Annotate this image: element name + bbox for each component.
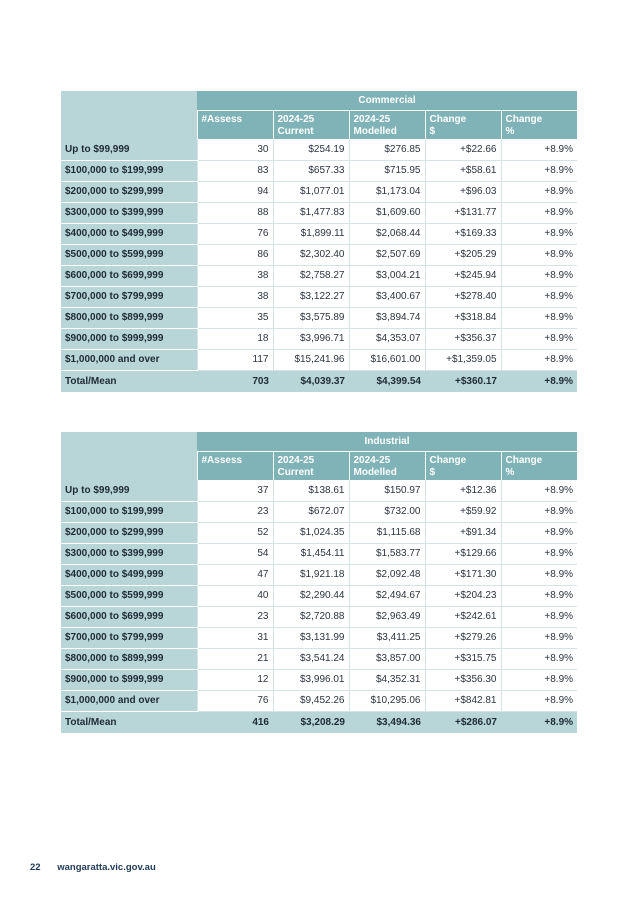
- band-label: Up to $99,999: [61, 480, 197, 501]
- modelled-rate: $3,894.74: [349, 307, 425, 328]
- column-header-current: 2024-25 Current: [273, 451, 349, 480]
- band-label: $900,000 to $999,999: [61, 669, 197, 690]
- change-amount: +$356.37: [425, 328, 501, 349]
- total-label: Total/Mean: [61, 711, 197, 733]
- current-rate: $2,720.88: [273, 606, 349, 627]
- change-amount: +$131.77: [425, 202, 501, 223]
- current-rate: $3,541.24: [273, 648, 349, 669]
- assess-count: 86: [197, 244, 273, 265]
- modelled-rate: $1,609.60: [349, 202, 425, 223]
- change-percent: +8.9%: [501, 501, 577, 522]
- column-header-change-percent: Change %: [501, 451, 577, 480]
- assess-count: 76: [197, 690, 273, 711]
- band-label: $600,000 to $699,999: [61, 606, 197, 627]
- assess-count: 40: [197, 585, 273, 606]
- assess-count: 52: [197, 522, 273, 543]
- column-header-band: [61, 451, 197, 480]
- total-change-amount: +$360.17: [425, 370, 501, 392]
- current-rate: $3,996.01: [273, 669, 349, 690]
- band-label: $500,000 to $599,999: [61, 244, 197, 265]
- assess-count: 38: [197, 265, 273, 286]
- band-label: $800,000 to $899,999: [61, 307, 197, 328]
- column-header-modelled: 2024-25 Modelled: [349, 451, 425, 480]
- column-header-assess: #Assess: [197, 110, 273, 139]
- modelled-rate: $715.95: [349, 160, 425, 181]
- assess-count: 12: [197, 669, 273, 690]
- change-percent: +8.9%: [501, 627, 577, 648]
- assess-count: 76: [197, 223, 273, 244]
- table-title: Industrial: [197, 432, 577, 451]
- modelled-rate: $1,173.04: [349, 181, 425, 202]
- modelled-rate: $732.00: [349, 501, 425, 522]
- modelled-rate: $2,494.67: [349, 585, 425, 606]
- modelled-rate: $3,857.00: [349, 648, 425, 669]
- current-rate: $2,290.44: [273, 585, 349, 606]
- change-percent: +8.9%: [501, 265, 577, 286]
- table-row: [61, 606, 577, 627]
- table-row: [61, 543, 577, 564]
- column-header-change-amount: Change $: [425, 110, 501, 139]
- table-row: [61, 265, 577, 286]
- modelled-rate: $2,507.69: [349, 244, 425, 265]
- table-row: [61, 286, 577, 307]
- change-amount: +$171.30: [425, 564, 501, 585]
- table-row: [61, 328, 577, 349]
- website-link[interactable]: wangaratta.vic.gov.au: [57, 862, 156, 873]
- total-change-percent: +8.9%: [501, 370, 577, 392]
- change-amount: +$842.81: [425, 690, 501, 711]
- change-percent: +8.9%: [501, 223, 577, 244]
- change-percent: +8.9%: [501, 606, 577, 627]
- change-amount: +$245.94: [425, 265, 501, 286]
- change-amount: +$318.84: [425, 307, 501, 328]
- table-row: [61, 501, 577, 522]
- table-row: [61, 627, 577, 648]
- change-percent: +8.9%: [501, 564, 577, 585]
- current-rate: $1,077.01: [273, 181, 349, 202]
- table-row: [61, 522, 577, 543]
- table-row: [61, 349, 577, 370]
- total-assess: 703: [197, 370, 273, 392]
- column-header-assess: #Assess: [197, 451, 273, 480]
- modelled-rate: $150.97: [349, 480, 425, 501]
- assess-count: 88: [197, 202, 273, 223]
- total-change-amount: +$286.07: [425, 711, 501, 733]
- assess-count: 37: [197, 480, 273, 501]
- current-rate: $3,131.99: [273, 627, 349, 648]
- page-number: 22: [30, 862, 41, 873]
- current-rate: $254.19: [273, 139, 349, 160]
- change-amount: +$205.29: [425, 244, 501, 265]
- modelled-rate: $10,295.06: [349, 690, 425, 711]
- modelled-rate: $1,583.77: [349, 543, 425, 564]
- change-percent: +8.9%: [501, 648, 577, 669]
- change-percent: +8.9%: [501, 307, 577, 328]
- current-rate: $3,575.89: [273, 307, 349, 328]
- assess-count: 117: [197, 349, 273, 370]
- assess-count: 23: [197, 606, 273, 627]
- change-amount: +$169.33: [425, 223, 501, 244]
- modelled-rate: $276.85: [349, 139, 425, 160]
- change-amount: +$1,359.05: [425, 349, 501, 370]
- modelled-rate: $2,963.49: [349, 606, 425, 627]
- change-amount: +$315.75: [425, 648, 501, 669]
- band-label: $300,000 to $399,999: [61, 202, 197, 223]
- change-amount: +$12.36: [425, 480, 501, 501]
- table-row: [61, 690, 577, 711]
- current-rate: $672.07: [273, 501, 349, 522]
- assess-count: 23: [197, 501, 273, 522]
- current-rate: $1,921.18: [273, 564, 349, 585]
- column-header-change-amount: Change $: [425, 451, 501, 480]
- table-title: Commercial: [197, 91, 577, 110]
- current-rate: $657.33: [273, 160, 349, 181]
- assess-count: 35: [197, 307, 273, 328]
- band-label: $400,000 to $499,999: [61, 564, 197, 585]
- table-row: [61, 585, 577, 606]
- change-amount: +$22.66: [425, 139, 501, 160]
- assess-count: 94: [197, 181, 273, 202]
- assess-count: 38: [197, 286, 273, 307]
- assess-count: 54: [197, 543, 273, 564]
- change-percent: +8.9%: [501, 349, 577, 370]
- band-label: $700,000 to $799,999: [61, 286, 197, 307]
- band-label: $100,000 to $199,999: [61, 501, 197, 522]
- assess-count: 21: [197, 648, 273, 669]
- table-row: [61, 181, 577, 202]
- band-label: $1,000,000 and over: [61, 349, 197, 370]
- table-row: [61, 223, 577, 244]
- modelled-rate: $4,353.07: [349, 328, 425, 349]
- assess-count: 83: [197, 160, 273, 181]
- band-label: $100,000 to $199,999: [61, 160, 197, 181]
- change-percent: +8.9%: [501, 202, 577, 223]
- band-label: $200,000 to $299,999: [61, 522, 197, 543]
- band-label: $600,000 to $699,999: [61, 265, 197, 286]
- band-label: $1,000,000 and over: [61, 690, 197, 711]
- current-rate: $1,454.11: [273, 543, 349, 564]
- assess-count: 31: [197, 627, 273, 648]
- change-amount: +$279.26: [425, 627, 501, 648]
- table-row: [61, 160, 577, 181]
- change-percent: +8.9%: [501, 244, 577, 265]
- table-row: [61, 480, 577, 501]
- total-change-percent: +8.9%: [501, 711, 577, 733]
- total-current: $3,208.29: [273, 711, 349, 733]
- change-percent: +8.9%: [501, 139, 577, 160]
- current-rate: $9,452.26: [273, 690, 349, 711]
- table-row: [61, 648, 577, 669]
- modelled-rate: $3,004.21: [349, 265, 425, 286]
- assess-count: 18: [197, 328, 273, 349]
- table-row: [61, 564, 577, 585]
- change-percent: +8.9%: [501, 543, 577, 564]
- change-amount: +$96.03: [425, 181, 501, 202]
- modelled-rate: $1,115.68: [349, 522, 425, 543]
- column-header-current: 2024-25 Current: [273, 110, 349, 139]
- change-percent: +8.9%: [501, 181, 577, 202]
- change-percent: +8.9%: [501, 286, 577, 307]
- commercial-table: [61, 91, 577, 392]
- total-modelled: $4,399.54: [349, 370, 425, 392]
- total-row: [61, 711, 577, 733]
- total-current: $4,039.37: [273, 370, 349, 392]
- change-percent: +8.9%: [501, 690, 577, 711]
- current-rate: $2,302.40: [273, 244, 349, 265]
- band-label: $800,000 to $899,999: [61, 648, 197, 669]
- change-amount: +$242.61: [425, 606, 501, 627]
- table-row: [61, 669, 577, 690]
- modelled-rate: $2,092.48: [349, 564, 425, 585]
- table-row: [61, 244, 577, 265]
- change-percent: +8.9%: [501, 160, 577, 181]
- change-amount: +$356.30: [425, 669, 501, 690]
- band-label: $700,000 to $799,999: [61, 627, 197, 648]
- page-footer: [30, 862, 156, 873]
- change-percent: +8.9%: [501, 669, 577, 690]
- change-amount: +$91.34: [425, 522, 501, 543]
- band-label: $500,000 to $599,999: [61, 585, 197, 606]
- column-header-modelled: 2024-25 Modelled: [349, 110, 425, 139]
- current-rate: $2,758.27: [273, 265, 349, 286]
- band-label: $200,000 to $299,999: [61, 181, 197, 202]
- current-rate: $1,024.35: [273, 522, 349, 543]
- table-row: [61, 307, 577, 328]
- modelled-rate: $16,601.00: [349, 349, 425, 370]
- total-row: [61, 370, 577, 392]
- assess-count: 30: [197, 139, 273, 160]
- column-header-change-percent: Change %: [501, 110, 577, 139]
- current-rate: $1,477.83: [273, 202, 349, 223]
- change-amount: +$59.92: [425, 501, 501, 522]
- table-corner: [61, 91, 197, 110]
- modelled-rate: $3,411.25: [349, 627, 425, 648]
- current-rate: $138.61: [273, 480, 349, 501]
- current-rate: $3,996.71: [273, 328, 349, 349]
- change-percent: +8.9%: [501, 585, 577, 606]
- modelled-rate: $3,400.67: [349, 286, 425, 307]
- column-header-band: [61, 110, 197, 139]
- change-amount: +$278.40: [425, 286, 501, 307]
- change-percent: +8.9%: [501, 522, 577, 543]
- band-label: Up to $99,999: [61, 139, 197, 160]
- current-rate: $3,122.27: [273, 286, 349, 307]
- assess-count: 47: [197, 564, 273, 585]
- total-modelled: $3,494.36: [349, 711, 425, 733]
- industrial-table: [61, 432, 577, 733]
- current-rate: $1,899.11: [273, 223, 349, 244]
- change-amount: +$58.61: [425, 160, 501, 181]
- table-row: [61, 139, 577, 160]
- current-rate: $15,241.96: [273, 349, 349, 370]
- change-amount: +$204.23: [425, 585, 501, 606]
- change-amount: +$129.66: [425, 543, 501, 564]
- modelled-rate: $4,352.31: [349, 669, 425, 690]
- change-percent: +8.9%: [501, 328, 577, 349]
- band-label: $900,000 to $999,999: [61, 328, 197, 349]
- modelled-rate: $2,068.44: [349, 223, 425, 244]
- band-label: $400,000 to $499,999: [61, 223, 197, 244]
- table-corner: [61, 432, 197, 451]
- total-assess: 416: [197, 711, 273, 733]
- band-label: $300,000 to $399,999: [61, 543, 197, 564]
- change-percent: +8.9%: [501, 480, 577, 501]
- total-label: Total/Mean: [61, 370, 197, 392]
- table-row: [61, 202, 577, 223]
